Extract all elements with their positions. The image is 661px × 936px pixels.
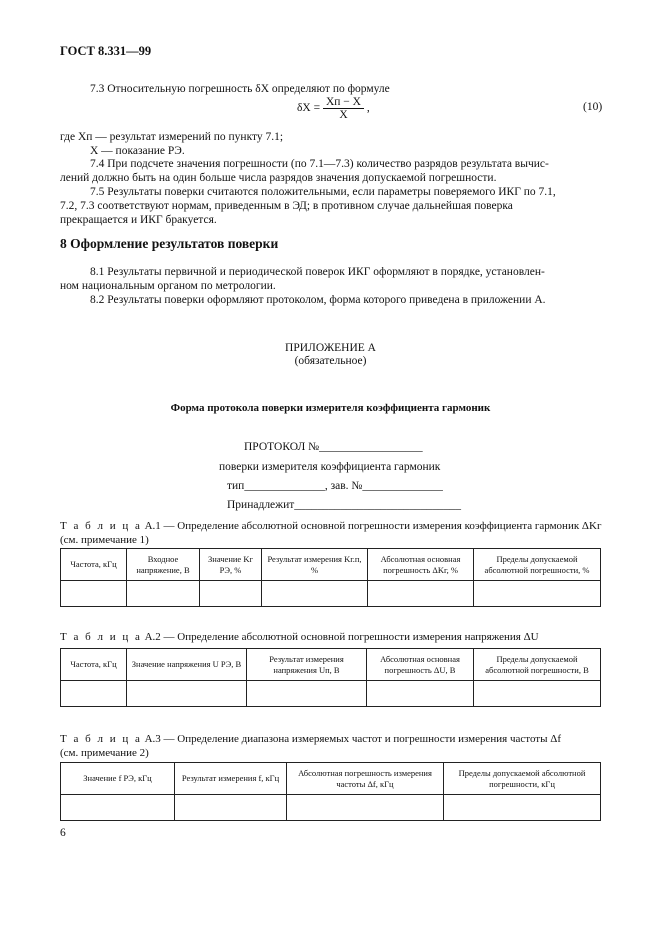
table-a2-header-cell: Пределы допускаемой абсолютной погрешности, В xyxy=(474,649,601,681)
table-a3-cell xyxy=(61,795,175,821)
table-a2-cell xyxy=(474,681,601,707)
table-a1-title: А.1 — Определение абсолютной основной погрешности измерения коэффициента гармоник ΔKг xyxy=(144,520,602,532)
where-line-2: X — показание РЭ. xyxy=(90,145,185,157)
protocol-owner: Принадлежит_____________________________ xyxy=(227,499,462,511)
protocol-subject: поверки измерителя коэффициента гармоник xyxy=(219,461,441,473)
table-a2-header-cell: Результат измерения напряжения Uп, В xyxy=(247,649,367,681)
formula-tail: , xyxy=(366,102,370,115)
table-a3-header-cell: Значение f РЭ, кГц xyxy=(61,763,175,795)
paragraph-7-3: 7.3 Относительную погрешность δX определяют по формуле xyxy=(90,83,390,95)
table-a1-cell xyxy=(262,581,368,607)
paragraph-8-2: 8.2 Результаты поверки оформляют протоколом, форма которого приведена в приложении А. xyxy=(90,294,546,306)
table-a3 xyxy=(60,762,601,821)
table-a1-cell xyxy=(200,581,262,607)
protocol-type-serial: тип______________, зав. №______________ xyxy=(227,480,443,492)
table-a2-row xyxy=(61,681,601,707)
paragraph-8-1-line-2: ном национальным органом по метрологии. xyxy=(60,280,276,292)
paragraph-7-5-line-3: прекращается и ИКГ бракуется. xyxy=(60,214,217,226)
table-a1-cell xyxy=(127,581,200,607)
table-a1-header-cell: Входное напряжение, В xyxy=(127,549,200,581)
where-line-1: где Xп — результат измерений по пункту 7.1; xyxy=(60,131,284,143)
table-a3-note: (см. примечание 2) xyxy=(60,747,149,759)
table-a2-header-cell: Абсолютная основная погрешность ΔU, В xyxy=(367,649,474,681)
table-a1-cell xyxy=(474,581,601,607)
table-a3-header-cell: Результат измерения f, кГц xyxy=(175,763,287,795)
section-8-heading: 8 Оформление результатов поверки xyxy=(60,236,279,251)
table-a3-cell xyxy=(287,795,444,821)
table-a1-header-cell: Частота, кГц xyxy=(61,549,127,581)
table-a1-prefix: Т а б л и ц а xyxy=(60,520,142,532)
table-a2 xyxy=(60,648,601,707)
table-a3-row xyxy=(61,795,601,821)
paragraph-7-4-line-2: лений должно быть на один больше числа разрядов значения допускаемой погрешности. xyxy=(60,172,497,184)
table-a3-prefix: Т а б л и ц а xyxy=(60,733,142,745)
table-a1-header-cell: Абсолютная основная погрешность ΔKг, % xyxy=(368,549,474,581)
formula-lhs: δX = xyxy=(297,102,321,115)
table-a3-caption xyxy=(60,732,561,746)
paragraph-7-5-line-1: 7.5 Результаты поверки считаются положительными, если параметры поверяемого ИКГ по 7.1, xyxy=(90,186,556,198)
table-a3-cell xyxy=(175,795,287,821)
page-header: ГОСТ 8.331—99 xyxy=(60,44,152,58)
page-number: 6 xyxy=(60,827,66,839)
appendix-title: ПРИЛОЖЕНИЕ А xyxy=(285,342,376,354)
form-title: Форма протокола поверки измерителя коэффициента гармоник xyxy=(170,402,491,414)
protocol-number: ПРОТОКОЛ №__________________ xyxy=(244,441,423,453)
table-a3-title: А.3 — Определение диапазона измеряемых частот и погрешности измерения частоты Δf xyxy=(144,733,561,745)
table-a1-cell xyxy=(368,581,474,607)
table-a2-cell xyxy=(247,681,367,707)
paragraph-7-4-line-1: 7.4 При подсчете значения погрешности (по 7.1—7.3) количество разрядов результата вычис- xyxy=(90,158,549,170)
table-a1-caption xyxy=(60,519,601,533)
table-a2-cell xyxy=(127,681,247,707)
table-a3-header-cell: Пределы допускаемой абсолютной погрешности, кГц xyxy=(444,763,601,795)
table-a2-caption xyxy=(60,630,539,644)
table-a1-header-cell: Пределы допускаемой абсолютной погрешности, % xyxy=(474,549,601,581)
table-a2-cell xyxy=(367,681,474,707)
paragraph-7-5-line-2: 7.2, 7.3 соответствуют нормам, приведенным в ЭД; в противном случае дальнейшая поверка xyxy=(60,200,513,212)
table-a2-cell xyxy=(61,681,127,707)
table-a1 xyxy=(60,548,601,607)
table-a1-header-cell: Значение Kг РЭ, % xyxy=(200,549,262,581)
formula-number: (10) xyxy=(583,101,603,113)
appendix-subtitle: (обязательное) xyxy=(294,355,367,367)
table-a1-row xyxy=(61,581,601,607)
table-a1-cell xyxy=(61,581,127,607)
formula-denominator: X xyxy=(339,109,348,121)
table-a2-prefix: Т а б л и ц а xyxy=(60,631,142,643)
table-a3-cell xyxy=(444,795,601,821)
formula-10 xyxy=(297,96,370,121)
formula-numerator: Xп − X xyxy=(323,96,364,109)
table-a2-header-cell: Значение напряжения U РЭ, В xyxy=(127,649,247,681)
table-a1-header-cell: Результат измерения Kг.п, % xyxy=(262,549,368,581)
formula-fraction xyxy=(323,96,364,121)
paragraph-8-1-line-1: 8.1 Результаты первичной и периодической поверок ИКГ оформляют в порядке, установлен- xyxy=(90,266,545,278)
table-a2-header-cell: Частота, кГц xyxy=(61,649,127,681)
table-a1-note: (см. примечание 1) xyxy=(60,534,149,546)
table-a3-header-cell: Абсолютная погрешность измерения частоты Δf, кГц xyxy=(287,763,444,795)
table-a2-title: А.2 — Определение абсолютной основной погрешности измерения напряжения ΔU xyxy=(144,631,539,643)
